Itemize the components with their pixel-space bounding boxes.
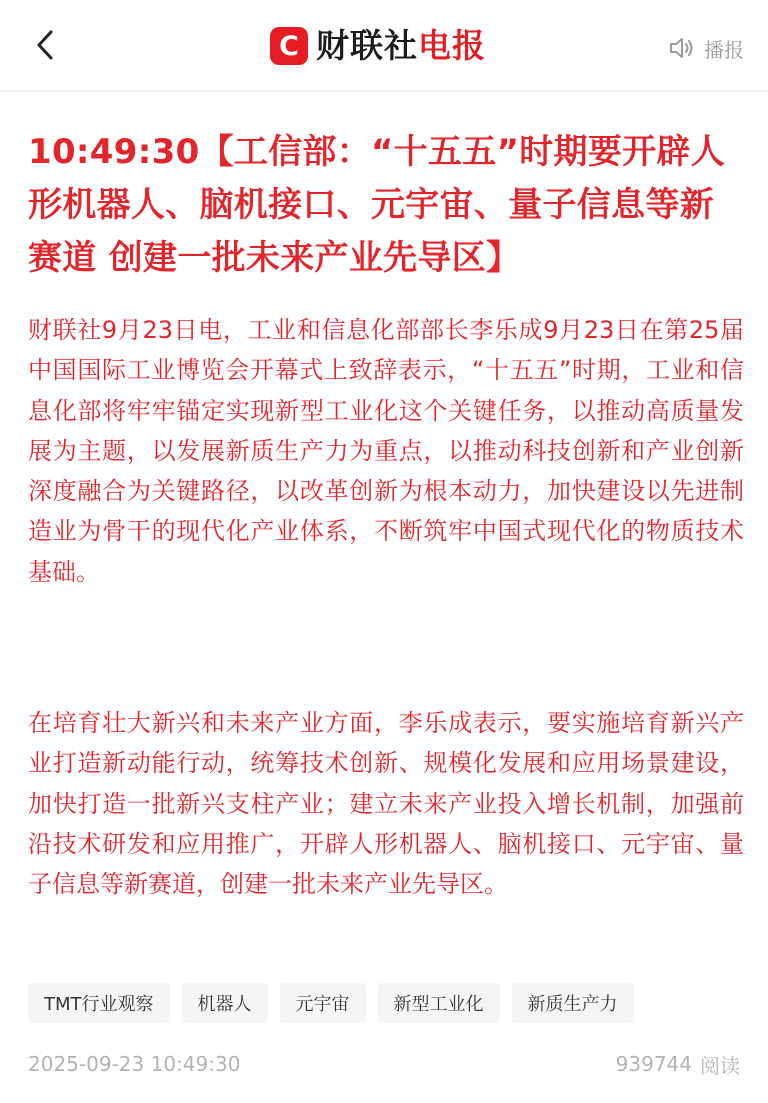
tag-new-productivity[interactable]: 新质生产力: [512, 983, 634, 1023]
speaker-icon: [668, 36, 696, 60]
brand-name-prefix: 财联社: [316, 26, 418, 65]
brand-logo-icon: [270, 27, 308, 65]
article-paragraph-2: 在培育壮大新兴和未来产业方面，李乐成表示，要实施培育新兴产业打造新动能行动，统筹技术创新、规模化发展和应用场景建设，加快打造一批新兴支柱产业；建立未来产业投入增长机制，加强前沿技术研发和应用推广，开辟人形机器人、脑机接口、元宇宙、量子信息等新赛道，创建一批未来产业先导区。: [28, 709, 744, 899]
top-nav-bar: [0, 0, 768, 92]
brand-name-accent: 电报: [418, 26, 486, 65]
tag-tmt[interactable]: TMT行业观察: [28, 983, 170, 1023]
read-count-group: [616, 1050, 740, 1079]
tag-robot[interactable]: 机器人: [182, 983, 268, 1023]
article-headline: 10:49:30【工信部：“十五五”时期要开辟人形机器人、脑机接口、元宇宙、量子信息等新赛道 创建一批未来产业先导区】: [28, 132, 726, 278]
back-button[interactable]: [22, 22, 68, 68]
tag-metaverse[interactable]: 元宇宙: [280, 983, 366, 1023]
tag-new-industrialization[interactable]: 新型工业化: [378, 983, 500, 1023]
read-count: 939744: [615, 1052, 692, 1076]
article-meta: [28, 1049, 740, 1079]
svg-text:C: C: [279, 31, 299, 62]
brand-logo-group: [270, 24, 486, 68]
publish-timestamp: 2025-09-23 10:49:30: [28, 1052, 241, 1076]
broadcast-label: 播报: [704, 37, 744, 62]
broadcast-button[interactable]: [668, 28, 744, 68]
chevron-left-icon: [34, 28, 56, 62]
nav-divider: [0, 90, 768, 92]
article-paragraph-1: 财联社9月23日电，工业和信息化部部长李乐成9月23日在第25届中国国际工业博览会开幕式上致辞表示，“十五五”时期，工业和信息化部将牢牢锚定实现新型工业化这个关键任务，以推动高质量发展为主题，以发展新质生产力为重点，以推动科技创新和产业创新深度融合为关键路径，以改革创新为根本动力，加快建设以先进制造业为骨干的现代化产业体系，不断筑牢中国式现代化的物质技术基础。: [28, 316, 744, 586]
tag-list: [28, 983, 634, 1023]
brand-name: [316, 24, 486, 68]
read-label: 阅读: [700, 1053, 740, 1078]
